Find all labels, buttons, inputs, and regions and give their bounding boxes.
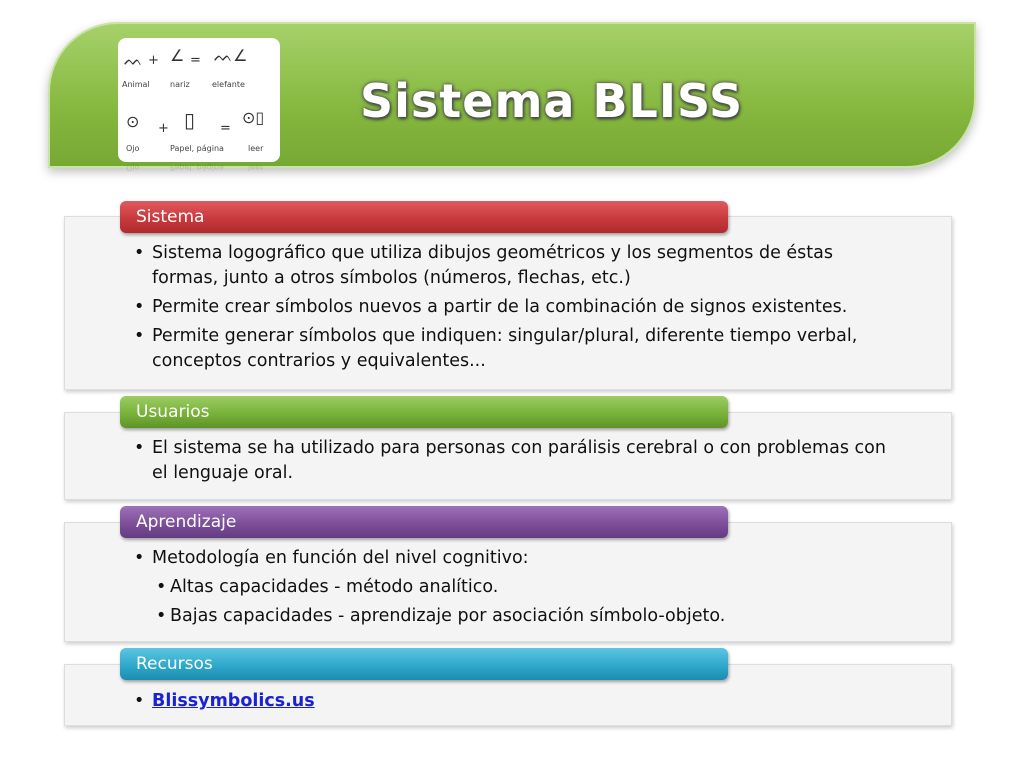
caption-leer: leer	[248, 144, 264, 153]
list-item	[132, 689, 892, 714]
elephant-symbol: ᨓ∠	[214, 46, 248, 65]
caption-nariz: nariz	[170, 80, 190, 89]
list-item: • Metodología en función del nivel cognitivo:	[132, 546, 892, 571]
read-symbol: ⊙▯	[242, 108, 265, 127]
caption-papel: Papel, página	[170, 144, 224, 153]
recursos-list	[132, 689, 892, 718]
sistema-list	[132, 241, 892, 378]
equals-sign-2: =	[220, 121, 231, 136]
caption-elefante: elefante	[212, 80, 245, 89]
equals-sign: =	[190, 53, 201, 68]
bliss-example-reflection: Ojo Papel, página leer	[126, 163, 264, 172]
paper-symbol: ▯	[184, 108, 196, 132]
eye-symbol: ⊙	[126, 112, 140, 131]
plus-sign-2: +	[158, 121, 169, 136]
section-header-aprendizaje: Aprendizaje	[120, 506, 728, 538]
list-item: • Permite crear símbolos nuevos a partir de la combinación de signos existentes.	[132, 295, 892, 320]
nose-symbol: ∠	[170, 46, 185, 65]
page-title: Sistema BLISS	[360, 74, 744, 128]
list-item: • Permite generar símbolos que indiquen: singular/plural, diferente tiempo verbal, conceptos contrarios y equivalentes...	[132, 324, 892, 374]
bliss-example-image	[118, 38, 280, 162]
caption-animal: Animal	[122, 80, 150, 89]
caption-ojo: Ojo	[126, 144, 140, 153]
plus-sign: +	[148, 53, 159, 68]
list-item: • El sistema se ha utilizado para personas con parálisis cerebral o con problemas con el lenguaje oral.	[132, 436, 892, 486]
list-item: • Bajas capacidades - aprendizaje por asociación símbolo-objeto.	[132, 604, 892, 629]
list-item: • Altas capacidades - método analítico.	[132, 575, 892, 600]
list-item: • Sistema logográfico que utiliza dibujos geométricos y los segmentos de éstas formas, junto a otros símbolos (números, flechas, etc.)	[132, 241, 892, 291]
usuarios-list	[132, 436, 892, 490]
section-header-usuarios: Usuarios	[120, 396, 728, 428]
section-header-recursos: Recursos	[120, 648, 728, 680]
animal-symbol: ᨓ	[124, 50, 144, 69]
section-header-sistema: Sistema	[120, 201, 728, 233]
blissymbolics-link[interactable]: Blissymbolics.us	[152, 691, 315, 711]
aprendizaje-list	[132, 546, 892, 633]
